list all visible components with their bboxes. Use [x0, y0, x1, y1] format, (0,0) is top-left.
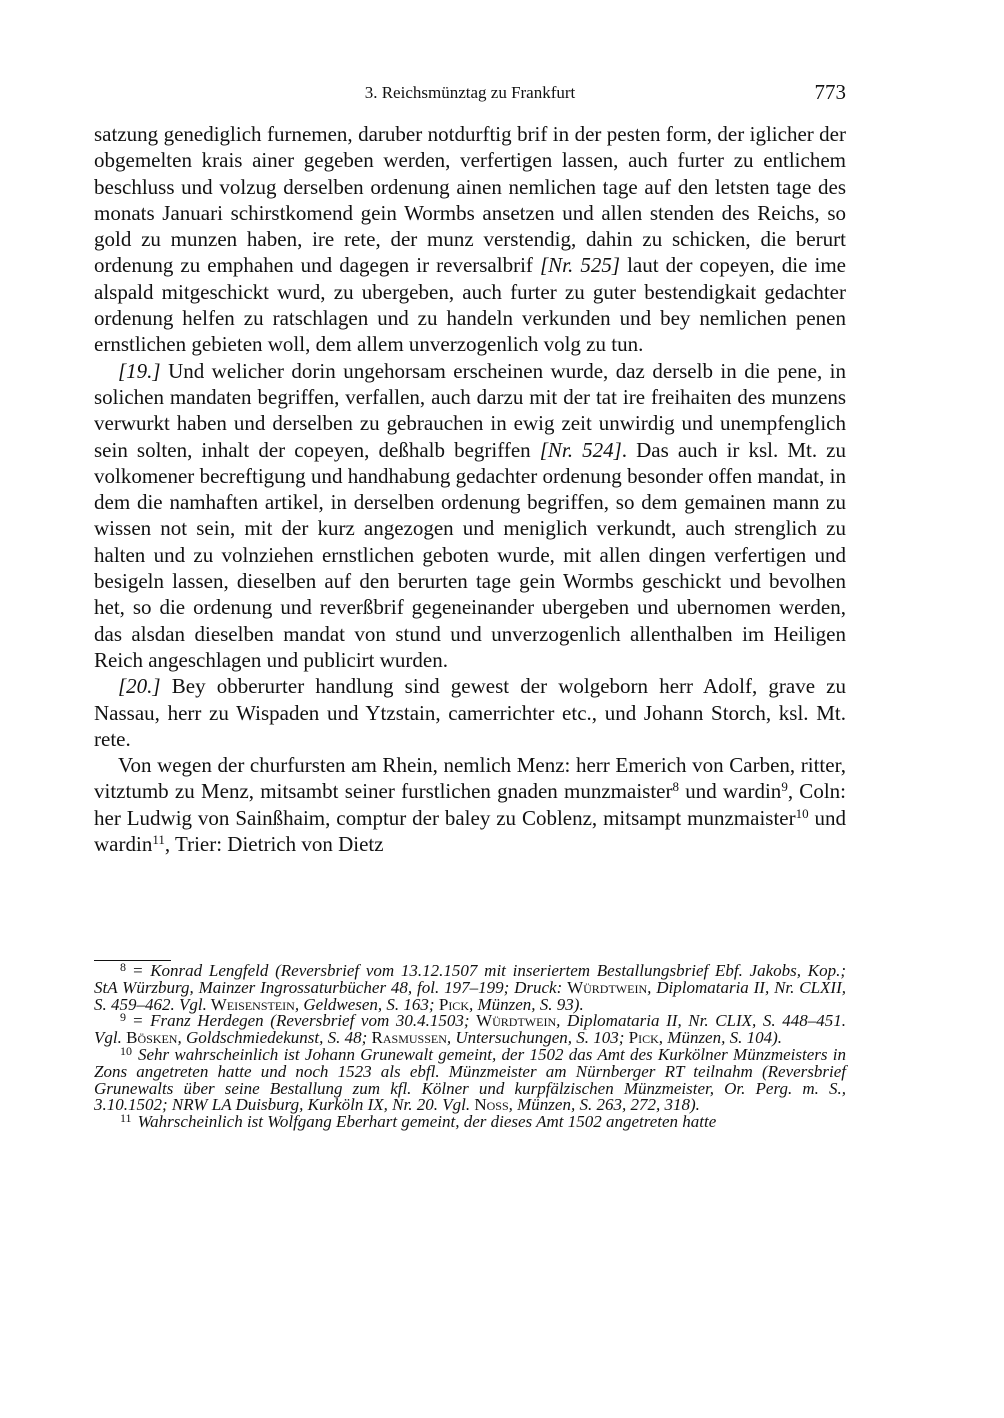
footnote-9: $^9$ = Franz Herdegen (Reversbrief vom 30.4.1503; Würdtwein, Diplomataria II, Nr. CLIX, S. 448–451. Vgl. Bösken, Goldschmiedekunst, S. 48; Rasmussen, Untersuchungen, S. 103; Pick, Münzen, S. 104).	[94, 1010, 846, 1048]
footnote-number: 8	[120, 960, 126, 974]
footnote-11: $^{11}$ Wahrscheinlich ist Wolfgang Eberhart gemeint, der dieses Amt 1502 angetreten hatte	[120, 1111, 717, 1132]
main-text	[94, 121, 846, 857]
paragraph-continued: satzung genediglich furnemen, daruber notdurftig brif in der pesten form, der iglicher der obgemelten krais ainer gegeben werden, verfertigen lassen, auch furter zu entlichem beschluss und volzug derselben ordenung ainen nemlichen tage auf den letsten tage des monats Januari schirstkomend gein Wormbs ansetzen und allen stenden des Reichs, so gold zu munzen haben, ire rete, der munz verstendig, dahin zu schicken, die berurt ordenung zu emphahen und dagegen ir reversalbrif [Nr. 525] laut der copeyen, die ime alspald mitgeschickt wurd, zu ubergeben, auch furter zu guter bestendigkait gedachter ordenung helfen zu ratschlagen und zu handeln verkunden und bey nemlichen penen ernstlichen gebieten woll, dem allem unverzogenlich volg zu tun.	[94, 122, 846, 357]
cross-reference: [Nr. 525]	[539, 253, 620, 278]
running-title: 3. Reichsmünztag zu Frankfurt	[364, 83, 576, 102]
page-number: 773	[814, 80, 846, 104]
footnote-8: $^8$ = Konrad Lengfeld (Reversbrief vom 13.12.1507 mit inseriertem Bestallungsbrief Ebf. Jakobs, Kop.; StA Würzburg, Mainzer Ingrossaturbücher 48, fol. 197–199; Druck: Würdtwein, Diplomataria II, Nr. CLXII, S. 459–462. Vgl. Weisenstein, Geldwesen, S. 163; Pick, Münzen, S. 93).	[94, 960, 846, 1014]
paragraph-20: [20.] Bey obberurter handlung sind gewest der wolgeborn herr Adolf, grave zu Nassau, herr zu Wispaden und Ytzstain, camerrichter etc., und Johann Storch, ksl. Mt. rete.	[94, 674, 846, 751]
footnote-number: 9	[120, 1010, 126, 1025]
paragraph-19: [19.] Und welicher dorin ungehorsam erscheinen wurde, daz derselb in die pene, in solichen mandaten begriffen, verfallen, auch darzu mit der tat ire freihaiten des munzens verwurkt haben und derselben zu gebrauchen in ewig zeit unwirdig und unempfenglich sein solten, inhalt der copeyen, deßhalb begriffen [Nr. 524]. Das auch ir ksl. Mt. zu volkomener becreftigung und handhabung gedachter ordenung besonder offen mandat, in dem die namhaften artikel, in derselben ordenung begriffen, so dem gemainen mann zu wissen not sein, mit der kurz angezogen und meniglich verkundt, auch strenglich zu halten und zu volnziehen ernstlichen geboten wurde, mit allen dingen verfertigen und besigeln lassen, dieselben auf den berurten tage gein Wormbs geschickt und bevolhen het, so die ordenung und reverßbrif gegeneinander ubergeben und ubernomen werden, das alsdan dieselben mandat von stund und unverzogenlich allenthalben im Heiligen Reich angeschlagen und publicirt wurden.	[94, 358, 846, 672]
footnotes	[94, 960, 846, 1132]
section-marker: [19.]	[118, 358, 161, 383]
footnote-ref-10[interactable]: 10	[795, 805, 809, 821]
footnote-number: 10	[120, 1043, 132, 1058]
page-header	[94, 80, 846, 106]
cross-reference: [Nr. 524]	[539, 437, 622, 462]
footnote-ref-9[interactable]: 9	[781, 779, 788, 795]
footnote-10: $^{10}$ Sehr wahrscheinlich ist Johann Grunewalt gemeint, der 1502 das Amt des Kurkölner Münzmeisters in Zons angetreten hatte und noch 1523 als ebfl. Münzmeister am Nürnberger RT teilnahm (Reversbrief Grunewalts über seine Bestallung zum kfl. Kölner und kurpfälzischen Münzmeister, Or. Perg. m. S., 3.10.1502; NRW LA Duisburg, Kurköln IX, Nr. 20. Vgl. Noss, Münzen, S. 263, 272, 318).	[94, 1043, 846, 1115]
section-marker: [20.]	[118, 674, 161, 699]
footnote-ref-8[interactable]: 8	[672, 779, 679, 795]
footnote-number: 11	[120, 1111, 132, 1126]
paragraph-rhein: Von wegen der churfursten am Rhein, nemlich Menz: herr Emerich von Carben, ritter, vitztumb zu Menz, mitsambt seiner furstlichen gnaden munzmaister$^8$ und wardin$^9$, Coln: her Ludwig von Sainßhaim, comptur der baley zu Coblenz, mitsampt munzmaister$^{10}$ und wardin$^{11}$, Trier: Dietrich von Dietz	[94, 753, 847, 857]
footnote-ref-11[interactable]: 11	[152, 832, 165, 848]
